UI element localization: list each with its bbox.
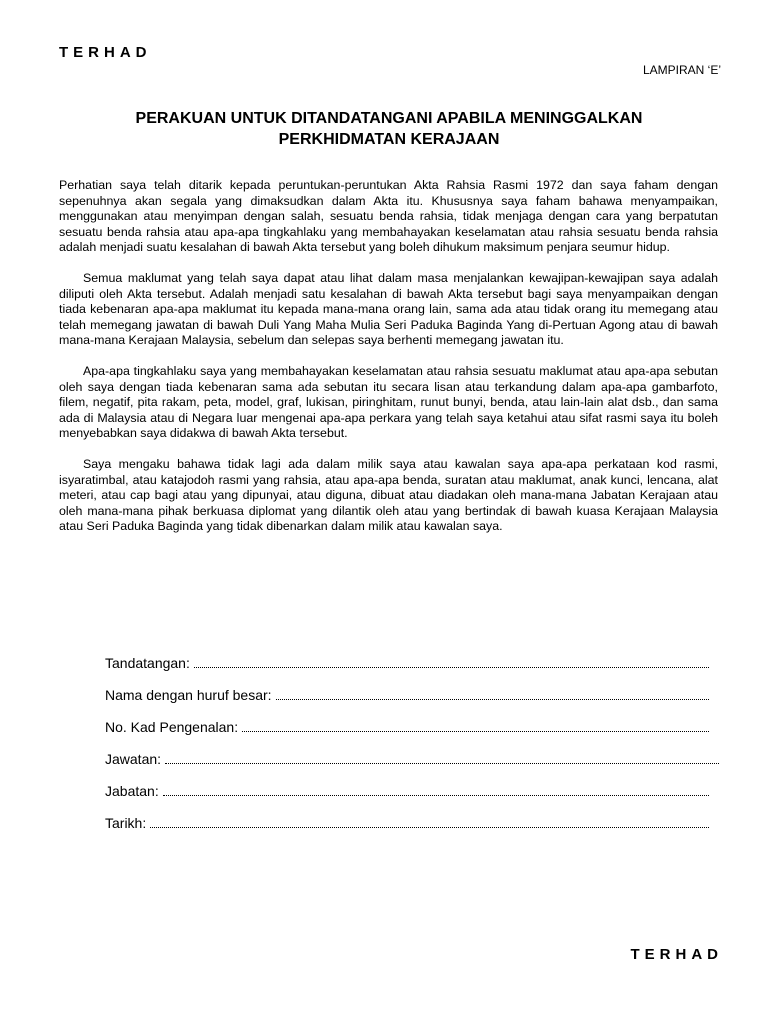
department-row — [105, 783, 719, 815]
paragraph-2: Semua maklumat yang telah saya dapat atau lihat dalam masa menjalankan kewajipan-kewajipan saya adalah diliputi oleh Akta tersebut. Adalah menjadi satu kesalahan di bawah Akta tersebut bagi saya menyampaikan dengan tiada kebenaran apa-apa maklumat itu kepada mana-mana orang lain, sama ada atau tidak orang itu memegang atau telah memegang jawatan di bawah Duli Yang Maha Mulia Seri Paduka Baginda Yang di-Pertuan Agong atau di bawah mana-mana Kerajaan Malaysia, sebelum dan selepas saya berhenti memegang jawatan itu. — [59, 271, 718, 347]
name-row — [105, 687, 719, 719]
date-row — [105, 815, 719, 847]
ic-number-field[interactable] — [242, 719, 709, 732]
ic-number-label: No. Kad Pengenalan: — [105, 719, 239, 735]
date-label: Tarikh: — [105, 815, 147, 831]
signature-row — [105, 655, 719, 687]
signature-label: Tandatangan: — [105, 655, 190, 671]
ic-number-row — [105, 719, 719, 751]
position-row — [105, 751, 719, 783]
paragraph-4: Saya mengaku bahawa tidak lagi ada dalam milik saya atau kawalan saya apa-apa perkataan kod rasmi, isyaratimbal, atau katajodoh rasmi yang rahsia, atau apa-apa benda, suratan atau maklumat, anak kunci, lencana, alat meteri, atau cap bagi atau yang dipunyai, atau diguna, dibuat atau diadakan oleh mana-mana Jabatan Kerajaan atau oleh mana-mana pihak berkuasa diplomat yang dilantik oleh atau yang bertindak di bawah kuasa Kerajaan Malaysia atau Seri Paduka Baginda yang tidak dibenarkan dalam milik atau kawalan saya. — [59, 457, 718, 533]
signature-field[interactable] — [194, 655, 709, 668]
name-label: Nama dengan huruf besar: — [105, 687, 272, 703]
document-title-line-1: PERAKUAN UNTUK DITANDATANGANI APABILA MENINGGALKAN — [135, 110, 643, 127]
classification-header: TERHAD — [59, 44, 152, 61]
attachment-label: LAMPIRAN ‘E’ — [642, 63, 721, 77]
paragraph-3: Apa-apa tingkahlaku saya yang membahayakan keselamatan atau rahsia sesuatu maklumat atau apa-apa sebutan oleh saya dengan tiada kebenaran sama ada sebutan itu secara lisan atau terkandung dalam apa-apa gambarfoto, filem, negatif, pita rakam, peta, model, graf, lukisan, piringhitam, runut bunyi, benda, atau lain-lain alat dsb., dan sama ada di Malaysia atau di Negara luar mengenai apa-apa perkara yang telah saya ketahui atau sifat rasmi saya itu boleh menyebabkan saya didakwa di bawah Akta tersebut. — [59, 364, 718, 440]
position-label: Jawatan: — [105, 751, 162, 767]
document-title — [80, 108, 698, 150]
declaration-body — [59, 178, 718, 550]
date-field[interactable] — [150, 815, 709, 828]
classification-footer: TERHAD — [630, 946, 723, 963]
department-field[interactable] — [163, 783, 709, 796]
paragraph-1: Perhatian saya telah ditarik kepada peruntukan-peruntukan Akta Rahsia Rasmi 1972 dan saya faham dengan sepenuhnya akan segala yang dimaksudkan dalam Akta itu. Khususnya saya faham bahawa menyampaikan, menggunakan atau menyimpan dengan salah, sesuatu benda rahsia, tidak menjaga dengan cara yang berpatutan sesuatu benda rahsia atau apa-apa tingkahlaku yang membahayakan keselamatan atau rahsia sesuatu benda rahsia adalah menjadi suatu kesalahan di bawah Akta tersebut yang boleh dihukum maksimum penjara seumur hidup. — [59, 178, 718, 254]
position-field[interactable] — [165, 751, 719, 764]
name-field[interactable] — [276, 687, 709, 700]
document-title-line-2: PERKHIDMATAN KERAJAAN — [278, 131, 500, 148]
department-label: Jabatan: — [105, 783, 159, 799]
signature-form — [105, 655, 719, 847]
